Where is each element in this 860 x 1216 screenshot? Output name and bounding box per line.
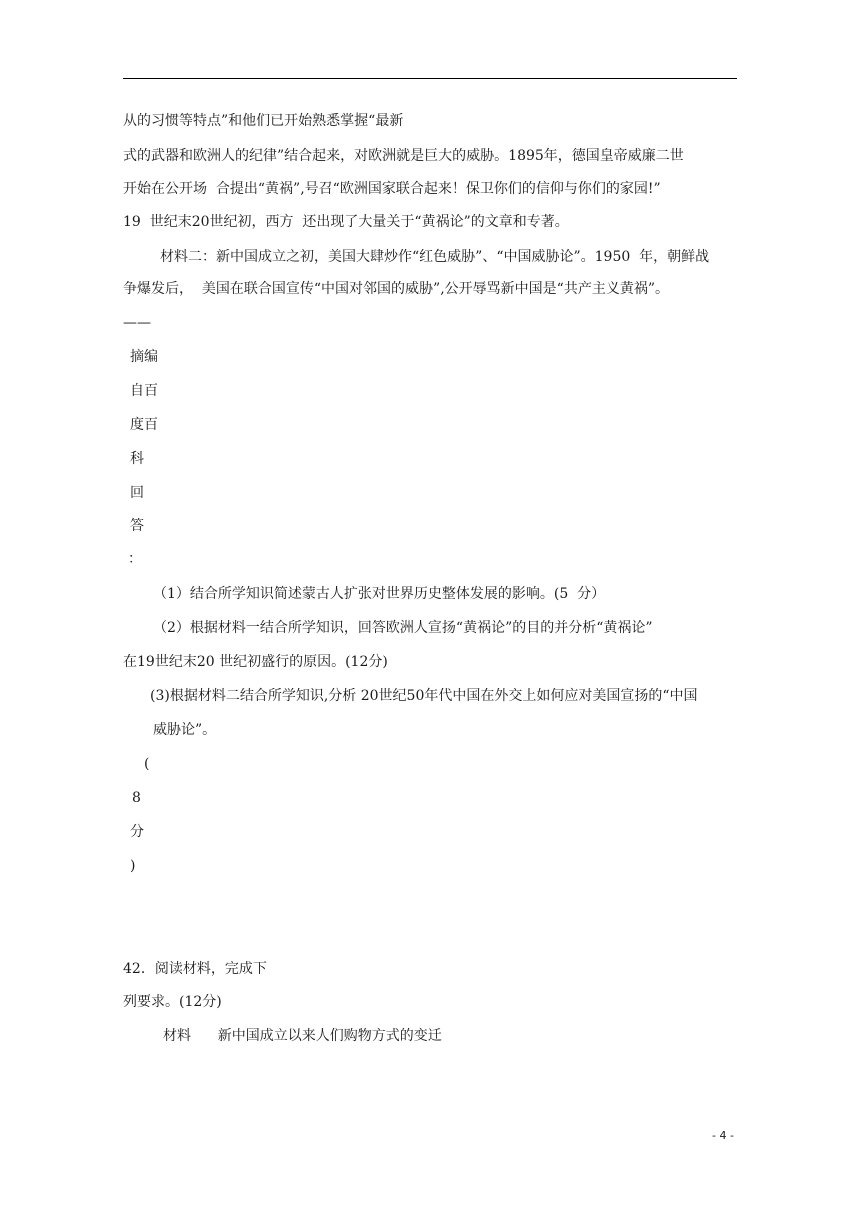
question-3: (3)根据材料二结合所学知识,分析 20世纪50年代中国在外交上如何应对美国宣扬的“中国 [150, 688, 698, 704]
question-42: 42．阅读材料，完成下 [123, 961, 267, 977]
text-line: 开始在公开场 合提出“黄祸”,号召“欧洲国家联合起来！保卫你们的信仰与你们的家园!” [123, 181, 661, 197]
question-1: （1）结合所学知识简述蒙古人扩张对世界历史整体发展的影响。(5 分） [153, 586, 606, 602]
text-line: 材料二：新中国成立之初，美国大肆炒作“红色威胁”、“中国威胁论”。1950 年，朝鲜战 [160, 249, 710, 265]
text-line: 答 [130, 518, 144, 534]
text-line: 自百 [130, 383, 158, 399]
text-line: 摘编 [130, 349, 158, 365]
text-line: 19 世纪末20世纪初，西方 还出现了大量关于“黄祸论”的文章和专著。 [123, 214, 569, 230]
question-3-cont: 威胁论”。 [153, 722, 217, 738]
text-line: 分 [130, 824, 144, 840]
header-rule [123, 78, 737, 79]
text-line: ( [144, 756, 150, 772]
text-line: 8 [132, 790, 141, 806]
text-line: 式的武器和欧洲人的纪律”结合起来，对欧洲就是巨大的威胁。1895年，德国皇帝威廉二世 [123, 148, 684, 164]
text-line: 回 [130, 485, 144, 501]
question-2-cont: 在19世纪末20 世纪初盛行的原因。(12分) [123, 654, 388, 670]
text-line: 度百 [130, 417, 158, 433]
text-line: ) [130, 858, 136, 874]
question-42-cont: 列要求。(12分) [123, 994, 222, 1010]
text-line: —— [123, 315, 151, 331]
page-number: - 4 - [712, 1129, 734, 1142]
text-line: 从的习惯等特点”和他们已开始熟悉掌握“最新 [123, 113, 404, 129]
material-title: 材料 新中国成立以来人们购物方式的变迁 [163, 1028, 442, 1044]
text-line: ： [128, 551, 142, 567]
text-line: 争爆发后， 美国在联合国宣传“中国对邻国的威胁”,公开辱骂新中国是“共产主义黄祸”。 [123, 281, 669, 297]
question-2: （2）根据材料一结合所学知识，回答欧洲人宣扬“黄祸论”的目的并分析“黄祸论” [153, 620, 653, 636]
text-line: 科 [130, 451, 144, 467]
